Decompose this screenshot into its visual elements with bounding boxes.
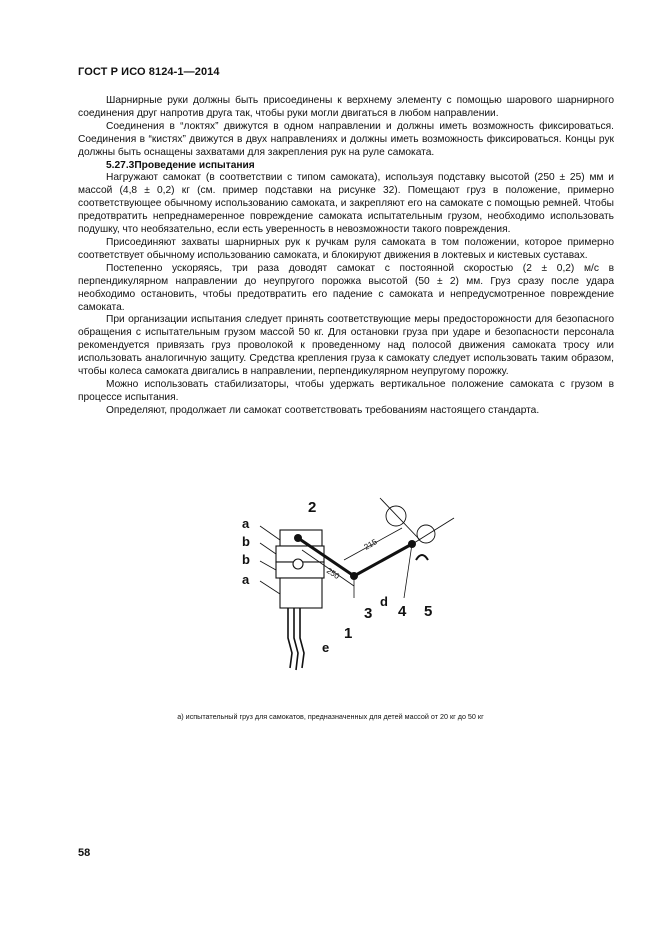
label-a-top: a <box>242 516 250 531</box>
test-load-figure <box>230 488 470 688</box>
label-e: e <box>322 640 330 655</box>
paragraph: Можно использовать стабилизаторы, чтобы удержать вертикальное положение самоката с грузом в процессе испытания. <box>78 378 614 403</box>
cable-bundle <box>288 608 304 670</box>
paragraph: Нагружают самокат (в соответствии с типом самоката), используя подставку высотой (250 ± 25) мм и массой (4,8 ± 0,2) кг (см. пример подставки на рисунке 32). Помещают груз в положение, примерно соответствующее обычному использованию самоката, и закрепляют его на самокате с помощью ремней. Чтобы предотвратить непреднамеренное повреждение самоката испытательным грузом, необходимо использовать подушку, что необязательно, если есть уверенность в невозможности такого повреждения. <box>78 172 614 236</box>
paragraph: Присоединяют захваты шарнирных рук к ручкам руля самоката в том положении, которое примерно соответствует обычному использованию самоката, и блокируют движения в локтевых и кистевых суставах. <box>78 236 614 261</box>
paragraph: Шарнирные руки должны быть присоединены к верхнему элементу с помощью шарового шарнирного соединения друг напротив друга так, чтобы руки могли двигаться в любом направлении. <box>78 95 614 119</box>
dim-215: 215 <box>362 537 379 552</box>
joint-1-ring <box>293 559 303 569</box>
figure-caption: а) испытательный груз для самокатов, предназначенных для детей массой от 20 кг до 50 кг <box>177 712 484 721</box>
paragraph: Соединения в “локтях” движутся в одном направлении и должны иметь возможность фиксироваться. Соединения в “кистях” движутся в двух направлениях и должны иметь возможность фиксироваться. Концы рук должны быть оснащены захватами для закрепления рук на руле самоката. <box>78 120 614 158</box>
label-a-bottom: a <box>242 572 250 587</box>
paragraph: Постепенно ускоряясь, три раза доводят самокат с постоянной скоростью (2 ± 0,2) м/с в перпендикулярном направлении до неупругого порожка высотой (50 ± 2) мм. Груз сразу после удара необходимо остановить, чтобы предотвратить его падение с самоката и непредусмотренное повреждение самоката. <box>78 262 614 313</box>
label-b-2: b <box>242 552 250 567</box>
label-1: 1 <box>344 625 353 642</box>
paragraph: При организации испытания следует принять соответствующие меры предосторожности для безопасного обращения с испытательным грузом массой 50 кг. Для остановки груза при ударе и безопасности персонала рекомендуется привязать груз проволокой к проведенному над полосой движения самоката тросу или использовать аналогичную защиту. Средства крепления груза к самокату следует использовать таким образом, чтобы колеса самоката двигались в направлении, перпендикулярном неупругому порожку. <box>78 314 614 378</box>
rotation-indicators <box>380 498 454 548</box>
gripper <box>416 555 428 560</box>
label-4: 4 <box>398 603 407 620</box>
label-2: 2 <box>308 499 317 516</box>
dim-250: 250 <box>324 566 342 581</box>
body-text <box>78 95 614 418</box>
section-heading: 5.27.3Проведение испытания <box>106 159 255 171</box>
label-b-1: b <box>242 534 250 549</box>
label-3: 3 <box>364 605 373 622</box>
page-number: 58 <box>78 847 91 859</box>
paragraph: Определяют, продолжает ли самокат соответствовать требованиям настоящего стандарта. <box>106 404 540 416</box>
document-header: ГОСТ Р ИСО 8124-1—2014 <box>78 66 220 78</box>
label-d: d <box>380 594 388 609</box>
label-5: 5 <box>424 603 433 620</box>
